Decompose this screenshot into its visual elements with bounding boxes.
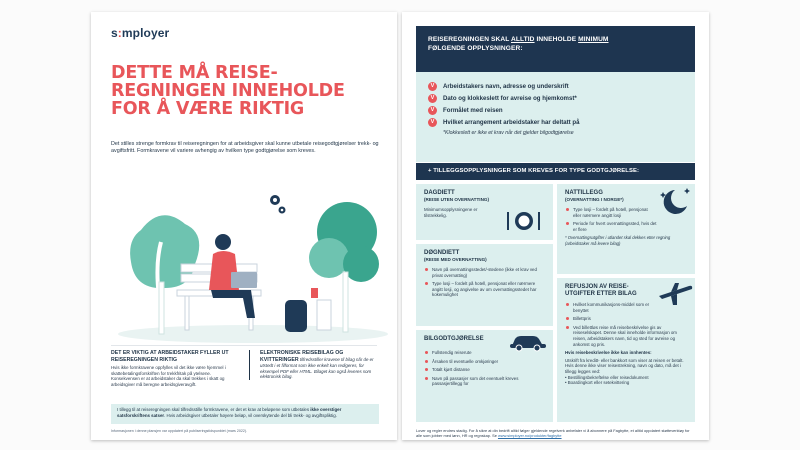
panel-refusjon bbox=[557, 278, 695, 422]
panel-item: Ved billettløs reise må reisebeskrivelse gis av reiseselskapet. Denne skal inneholde informasjon om reisen, arbeidstakers navn, tid og sted for avreise og ankomst og pris. bbox=[565, 325, 687, 347]
column-text: Hvis ikke formkravene oppfylles vil det ikke være hjemmel i skattebetalingsforskriften for trekkfritak på ytelsene. Konsekvensen er at arbeidstaker da skal trekkes i skatt og arbeidsgiver må beregne arbeidsgiveravgift. bbox=[111, 365, 226, 387]
panel-item: Navn på passasjer som det eventuelt kreves passasjertillegg for bbox=[424, 376, 545, 387]
panel-subtitle: (REISE MED OVERNATTING) bbox=[424, 257, 487, 262]
column-title: DET ER VIKTIG AT ARBEIDSTAKER FYLLER UT REISEREGNINGEN RIKTIG bbox=[111, 350, 229, 363]
requirement-item: V Dato og klokkeslett for avreise og hjemkomst* bbox=[428, 94, 683, 103]
panel-subitem: • Boardingkort eller setekvittering bbox=[565, 380, 630, 386]
page-title bbox=[111, 64, 381, 118]
panel-dagdiett bbox=[416, 184, 553, 240]
check-icon: V bbox=[428, 82, 437, 91]
gear-icon bbox=[270, 195, 286, 214]
panel-title: NATTILLEGG bbox=[565, 190, 603, 196]
panel-item: Type losji – fordelt på hotell, pensjonat eller nærmere angitt losji, og angivelse av om overnattingsstedet har kokemulighet bbox=[424, 281, 545, 298]
panel-title: DØGNDIETT bbox=[424, 250, 460, 256]
panel-title: BILGODTGJØRELSE bbox=[424, 336, 484, 342]
simployer-logo: s:mployer bbox=[111, 26, 170, 40]
right-page bbox=[402, 12, 709, 440]
panel-title: DAGDIETT bbox=[424, 190, 455, 196]
moon-stars-icon bbox=[657, 186, 693, 218]
panel-item: Hvilket kommunikasjons-middel som er benyttet bbox=[565, 302, 653, 313]
check-icon: V bbox=[428, 118, 437, 127]
panel-item: Billettpris bbox=[565, 316, 687, 322]
panel-item: Fullstendig reiserute bbox=[424, 350, 545, 356]
footer-text: Lover og regler endres stadig. For å sikre at din bedrift alltid følger gjeldende regelverk anbefaler vi å abonnere på Fagbytte, et alltid oppdatert støtteverktøy for alle som jobber med lønn, HR og regnskap. Se www.simployer.no/produkter/fagbytte bbox=[416, 428, 690, 438]
title-line: FOR Å VÆRE RIKTIG bbox=[111, 99, 305, 119]
column-title: ELEKTRONISKE REISEBILAG OG KVITTERINGER bbox=[260, 350, 344, 363]
requirements-list bbox=[416, 72, 695, 162]
panel-item: Navn på overnattingsstedet/-stedene (ikke et krav ved privat overnatting) bbox=[424, 267, 545, 278]
panel-item: Periode for hvert overnattingssted, hvis det er flere bbox=[565, 221, 657, 232]
panel-nattillegg bbox=[557, 184, 695, 274]
panel-dogndiett bbox=[416, 244, 553, 326]
check-icon: V bbox=[428, 94, 437, 103]
rates-note-box: I tillegg til at reiseregningen skal tilfredsstille formkravene, er det et krav at beløpene som utbetales ikke overstiger satsforskriftens satser. Hvis arbeidsgiver utbetaler høyere beløp, vil overskytende del bli trekk- og avgiftspliktig. bbox=[111, 404, 379, 424]
airplane-icon bbox=[657, 282, 693, 306]
panel-text: Minimumsopplysningene er tilstrekkelig. bbox=[424, 207, 478, 218]
check-icon: V bbox=[428, 106, 437, 115]
panel-subtitle: (OVERNATTING I NORGE*) bbox=[565, 197, 624, 202]
column-text: tilfredsstiller kravene til bilag når de er utstedt i et filformat som ikke enkelt kan redigeres, for eksempel PDF eller HTML. Bilaget kan også leveres som elektronisk bilag. bbox=[260, 356, 374, 380]
requirement-item: V Arbeidstakers navn, adresse og underskrift bbox=[428, 82, 683, 91]
panel-bold-line: Hvis reisebeskrivelse ikke kan innhentes: bbox=[565, 350, 652, 356]
car-icon bbox=[508, 332, 548, 352]
panel-title: REFUSJON AV REISE-UTGIFTER ETTER BILAG bbox=[565, 284, 637, 297]
panel-item: Totalt kjørt distanse bbox=[424, 367, 545, 373]
panel-bilgodtgjorelse bbox=[416, 330, 553, 422]
panel-note: * Overnattingsutgifter i utlandet skal dekkes etter regning (arbeidstaker må levere bilag) bbox=[565, 235, 671, 246]
cutlery-icon bbox=[504, 210, 544, 232]
panel-subitem: • Bestillingsbekreftelse eller reisedokument bbox=[565, 374, 649, 380]
fagbytte-link[interactable]: www.simployer.no/produkter/fagbytte bbox=[497, 433, 562, 438]
intro-text: Det stilles strenge formkrav til reiseregningen for at arbeidsgiver skal kunne utbetale reisegodtgjørelser trekk- og avgiftsfritt. Formkravene vil variere avhengig av hvilken type godtgjørelse som kreves. bbox=[111, 141, 379, 154]
left-page bbox=[91, 12, 397, 440]
requirement-footnote: *Klokkeslett er ikke et krav når det gjelder bilgodtgjørelse bbox=[443, 130, 574, 136]
panel-text: Utskrift fra kreditt- eller bankkort som viser at reisen er betalt. Hvis denne ikke viser reisestrekning, navn og dato, må det i tillegg legges ved: bbox=[565, 357, 684, 374]
minimum-requirements-banner: REISEREGNINGEN SKAL ALLTID INNEHOLDE MINIMUM FØLGENDE OPPLYSNINGER: bbox=[416, 26, 695, 72]
additional-info-banner: + TILLEGGSOPPLYSNINGER SOM KREVES FOR TYPE GODTGJØRELSE: bbox=[416, 163, 695, 180]
info-column-electronic-receipts bbox=[249, 350, 383, 380]
requirement-item: V Hvilket arrangement arbeidstaker har deltatt på bbox=[428, 118, 683, 127]
divider bbox=[111, 345, 377, 346]
person-on-bench-illustration bbox=[103, 172, 389, 347]
publication-footnote: Informasjonen i denne plansjen var oppdatert på publiseringstidspunktet (mars 2022). bbox=[111, 429, 248, 433]
requirement-item: V Formålet med reisen bbox=[428, 106, 683, 115]
title-line: DETTE MÅ REISE- bbox=[111, 63, 278, 83]
panel-item: Type losji – fordelt på hotell, pensjonat eller nærmere angitt losji bbox=[565, 207, 657, 218]
panel-item: Årsaken til eventuelle omkjøringer bbox=[424, 359, 545, 365]
title-line: REGNINGEN INNEHOLDE bbox=[111, 81, 345, 101]
panel-subtitle: (REISE UTEN OVERNATTING) bbox=[424, 197, 489, 202]
info-column-fill-in bbox=[111, 350, 241, 387]
